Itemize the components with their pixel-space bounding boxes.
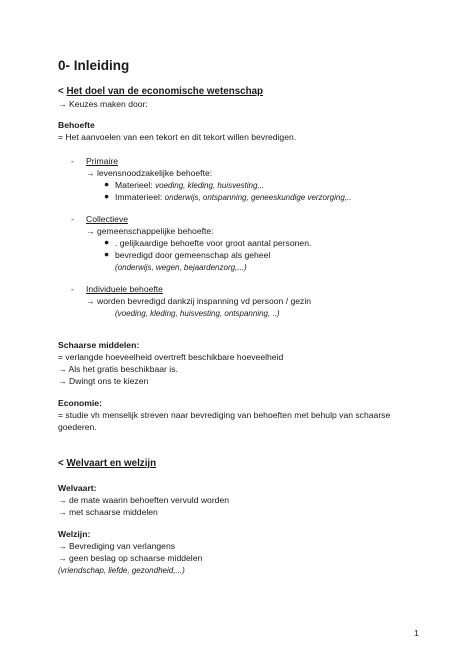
heading-text: Welvaart en welzijn xyxy=(66,458,157,469)
section-heading-welvaart xyxy=(58,458,156,470)
dash: - xyxy=(71,284,74,294)
heading-prefix: < xyxy=(58,86,64,97)
economie-label: Economie: xyxy=(58,398,102,408)
heading-prefix: < xyxy=(58,458,64,469)
heading-text: Het doel van de economische wetenschap xyxy=(66,86,264,97)
schaarse-line: → Dwingt ons te kiezen xyxy=(58,376,149,386)
section-heading-doel xyxy=(58,86,263,98)
primaire-label: Primaire xyxy=(86,156,118,166)
economie-line: = studie vh menselijk streven naar bevrediging van behoeften met behulp van schaarse xyxy=(58,410,391,420)
page-number: 1 xyxy=(414,628,419,638)
schaarse-label: Schaarse middelen: xyxy=(58,340,140,350)
primaire-desc: → levensnoodzakelijke behoefte: xyxy=(86,168,213,178)
welvaart-line: → de mate waarin behoeften vervuld worden xyxy=(58,495,230,505)
bullet-icon: ● xyxy=(104,237,110,247)
list-item: bevredigd door gemeenschap als geheel xyxy=(115,250,271,260)
dash: - xyxy=(71,156,74,166)
welzijn-label: Welzijn: xyxy=(58,529,91,539)
individuele-desc: → worden bevredigd dankzij inspanning vd persoon / gezin xyxy=(86,296,312,306)
welzijn-line: → geen beslag op schaarse middelen xyxy=(58,553,203,563)
behoefte-definition: = Het aanvoelen van een tekort en dit tekort willen bevredigen. xyxy=(58,132,297,142)
schaarse-line: → Als het gratis beschikbaar is. xyxy=(58,364,178,374)
economie-line: goederen. xyxy=(58,422,97,432)
individuele-label: Individuele behoefte xyxy=(86,284,163,294)
bullet-icon: ● xyxy=(104,191,110,201)
behoefte-label: Behoefte xyxy=(58,120,95,130)
page-title: 0- Inleiding xyxy=(58,58,130,73)
list-item: Materieel: voeding, kleding, huisvesting,.. xyxy=(115,180,265,190)
bullet-icon: ● xyxy=(104,179,110,189)
welzijn-examples: (vriendschap, liefde, gezondheid,...) xyxy=(58,566,185,575)
collectieve-desc: → gemeenschappelijke behoefte: xyxy=(86,226,214,236)
welvaart-line: → met schaarse middelen xyxy=(58,507,158,517)
list-item: . gelijkaardige behoefte voor groot aantal personen. xyxy=(115,238,312,248)
schaarse-line: = verlangde hoeveelheid overtreft beschikbare hoeveelheid xyxy=(58,352,284,362)
individuele-examples: (voeding, kleding, huisvesting, ontspanning, ..) xyxy=(115,309,280,318)
collectieve-label: Collectieve xyxy=(86,214,129,224)
bullet-icon: ● xyxy=(104,249,110,259)
collectieve-examples: (onderwijs, wegen, bejaardenzorg,...) xyxy=(115,263,247,272)
welzijn-line: → Bevrediging van verlangens xyxy=(58,541,176,551)
list-item: Immaterieel: onderwijs, ontspanning, geneeskundige verzorging,.. xyxy=(115,192,352,202)
welvaart-label: Welvaart: xyxy=(58,483,97,493)
dash: - xyxy=(71,214,74,224)
intro-line: → Keuzes maken door: xyxy=(58,99,148,109)
